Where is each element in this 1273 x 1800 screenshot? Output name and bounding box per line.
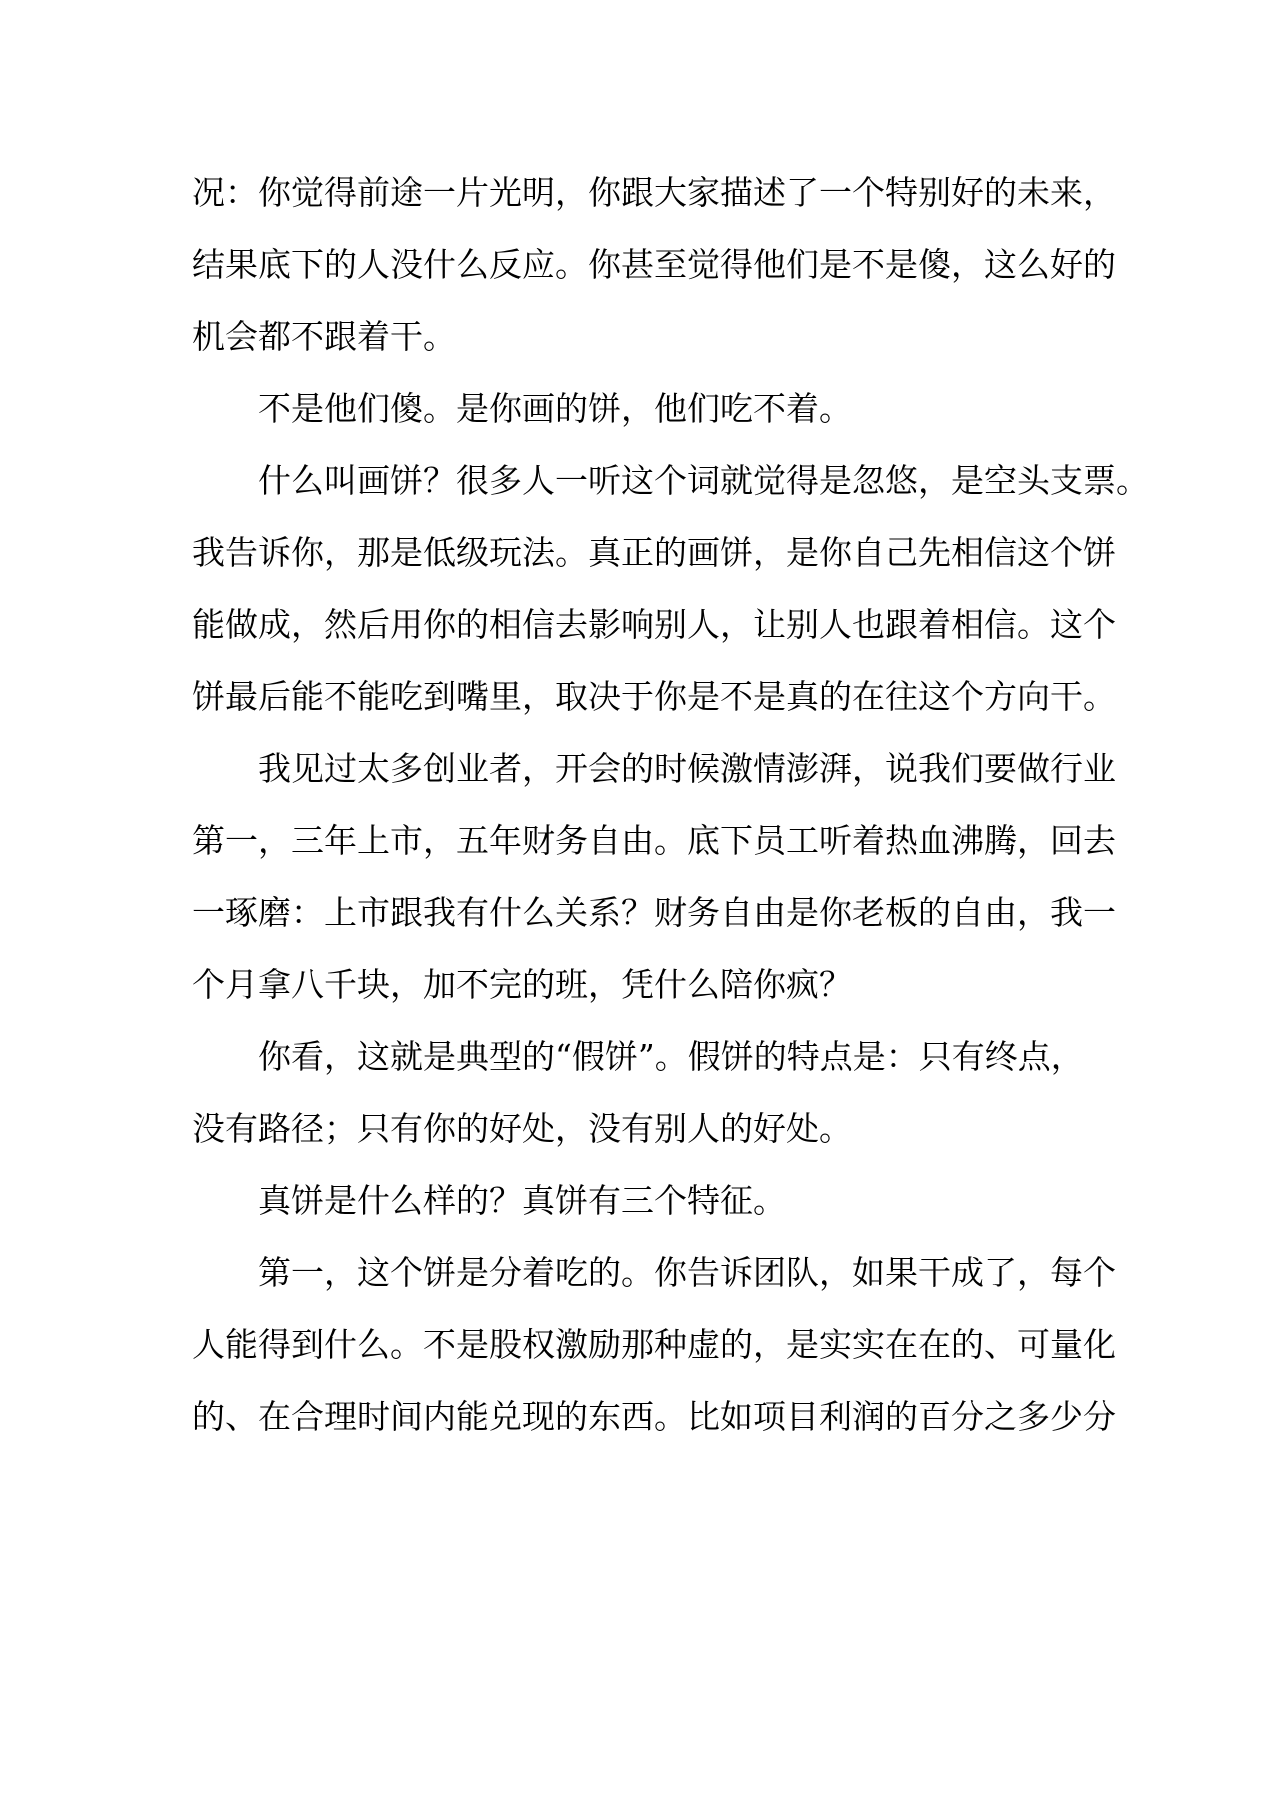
text-line: 真饼是什么样的？真饼有三个特征。 bbox=[258, 1181, 786, 1220]
document-body bbox=[192, 157, 1149, 1453]
paragraph bbox=[192, 373, 1082, 445]
text-line: 没有路径；只有你的好处，没有别人的好处。 bbox=[192, 1109, 852, 1148]
paragraph bbox=[192, 445, 1149, 733]
paragraph bbox=[192, 157, 1116, 373]
text-line: 的、在合理时间内能兑现的东西。比如项目利润的百分之多少分 bbox=[192, 1397, 1116, 1436]
text-line: 你看，这就是典型的“假饼”。假饼的特点是：只有终点， bbox=[258, 1037, 1084, 1076]
paragraph bbox=[192, 1237, 1116, 1453]
text-line: 我见过太多创业者，开会的时候激情澎湃，说我们要做行业 bbox=[258, 749, 1116, 788]
paragraph bbox=[192, 1021, 1082, 1165]
text-line: 人能得到什么。不是股权激励那种虚的，是实实在在的、可量化 bbox=[192, 1325, 1116, 1364]
text-line: 况：你觉得前途一片光明，你跟大家描述了一个特别好的未来， bbox=[192, 173, 1116, 212]
text-line: 机会都不跟着干。 bbox=[192, 317, 456, 356]
text-line: 第一，三年上市，五年财务自由。底下员工听着热血沸腾，回去 bbox=[192, 821, 1116, 860]
text-line: 什么叫画饼？很多人一听这个词就觉得是忽悠，是空头支票。 bbox=[258, 461, 1149, 500]
text-line: 我告诉你，那是低级玩法。真正的画饼，是你自己先相信这个饼 bbox=[192, 533, 1116, 572]
text-line: 能做成，然后用你的相信去影响别人，让别人也跟着相信。这个 bbox=[192, 605, 1116, 644]
text-line: 不是他们傻。是你画的饼，他们吃不着。 bbox=[258, 389, 852, 428]
text-line: 个月拿八千块，加不完的班，凭什么陪你疯？ bbox=[192, 965, 852, 1004]
text-line: 饼最后能不能吃到嘴里，取决于你是不是真的在往这个方向干。 bbox=[192, 677, 1116, 716]
text-line: 结果底下的人没什么反应。你甚至觉得他们是不是傻，这么好的 bbox=[192, 245, 1116, 284]
text-line: 第一，这个饼是分着吃的。你告诉团队，如果干成了，每个 bbox=[258, 1253, 1116, 1292]
text-line: 一琢磨：上市跟我有什么关系？财务自由是你老板的自由，我一 bbox=[192, 893, 1116, 932]
paragraph bbox=[192, 1165, 1082, 1237]
paragraph bbox=[192, 733, 1116, 1021]
